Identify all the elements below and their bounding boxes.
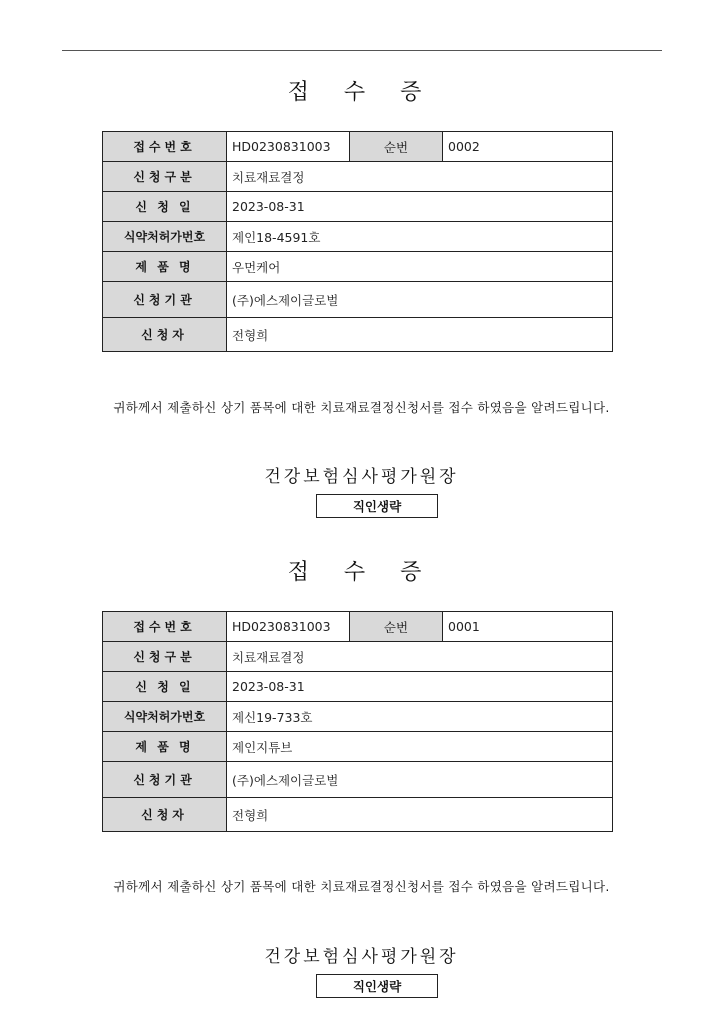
seal-omitted-box: 직인생략	[316, 494, 438, 518]
apply-date-label: 신 청 일	[103, 192, 227, 222]
table-row	[103, 612, 613, 642]
receipt-title: 접 수 증	[287, 80, 436, 105]
product-value: 제인지튜브	[227, 732, 613, 762]
receipt-no-label: 접수번호	[103, 132, 227, 162]
table-row	[103, 672, 613, 702]
receipt-info-table	[102, 611, 613, 832]
issuer-name: 건강보험심사평가원장	[264, 467, 459, 487]
seq-label: 순번	[350, 132, 443, 162]
notice-text: 귀하께서 제출하신 상기 품목에 대한 치료재료결정신청서를 접수 하였음을 알려드립니다.	[113, 879, 610, 894]
apply-date-label: 신 청 일	[103, 672, 227, 702]
applicant-org-label: 신청기관	[103, 282, 227, 318]
table-row	[103, 702, 613, 732]
applicant-value: 전형희	[227, 318, 613, 352]
receipt-info-table	[102, 131, 613, 352]
table-row	[103, 192, 613, 222]
applicant-label: 신청자	[103, 798, 227, 832]
apply-type-label: 신청구분	[103, 642, 227, 672]
receipt-no-value: HD0230831003	[227, 132, 350, 162]
mfds-no-value: 제신19-733호	[227, 702, 613, 732]
table-row	[103, 798, 613, 832]
table-row	[103, 162, 613, 192]
issuer-name: 건강보험심사평가원장	[264, 947, 459, 967]
applicant-label: 신청자	[103, 318, 227, 352]
product-label: 제 품 명	[103, 252, 227, 282]
apply-date-value: 2023-08-31	[227, 672, 613, 702]
table-row	[103, 318, 613, 352]
product-label: 제 품 명	[103, 732, 227, 762]
apply-type-value: 치료재료결정	[227, 642, 613, 672]
receipt-no-value: HD0230831003	[227, 612, 350, 642]
notice-text: 귀하께서 제출하신 상기 품목에 대한 치료재료결정신청서를 접수 하였음을 알려드립니다.	[113, 400, 610, 415]
applicant-org-value: (주)에스제이글로벌	[227, 762, 613, 798]
top-divider	[62, 50, 662, 51]
product-value: 우먼케어	[227, 252, 613, 282]
applicant-org-value: (주)에스제이글로벌	[227, 282, 613, 318]
mfds-no-label: 식약처허가번호	[103, 702, 227, 732]
apply-type-label: 신청구분	[103, 162, 227, 192]
seq-value: 0002	[443, 132, 613, 162]
seq-value: 0001	[443, 612, 613, 642]
applicant-org-label: 신청기관	[103, 762, 227, 798]
receipt-title: 접 수 증	[287, 560, 436, 585]
table-row	[103, 732, 613, 762]
table-row	[103, 762, 613, 798]
apply-type-value: 치료재료결정	[227, 162, 613, 192]
table-row	[103, 222, 613, 252]
applicant-value: 전형희	[227, 798, 613, 832]
seq-label: 순번	[350, 612, 443, 642]
mfds-no-label: 식약처허가번호	[103, 222, 227, 252]
table-row	[103, 282, 613, 318]
seal-omitted-box: 직인생략	[316, 974, 438, 998]
receipt-no-label: 접수번호	[103, 612, 227, 642]
mfds-no-value: 제인18-4591호	[227, 222, 613, 252]
table-row	[103, 642, 613, 672]
table-row	[103, 252, 613, 282]
apply-date-value: 2023-08-31	[227, 192, 613, 222]
table-row	[103, 132, 613, 162]
